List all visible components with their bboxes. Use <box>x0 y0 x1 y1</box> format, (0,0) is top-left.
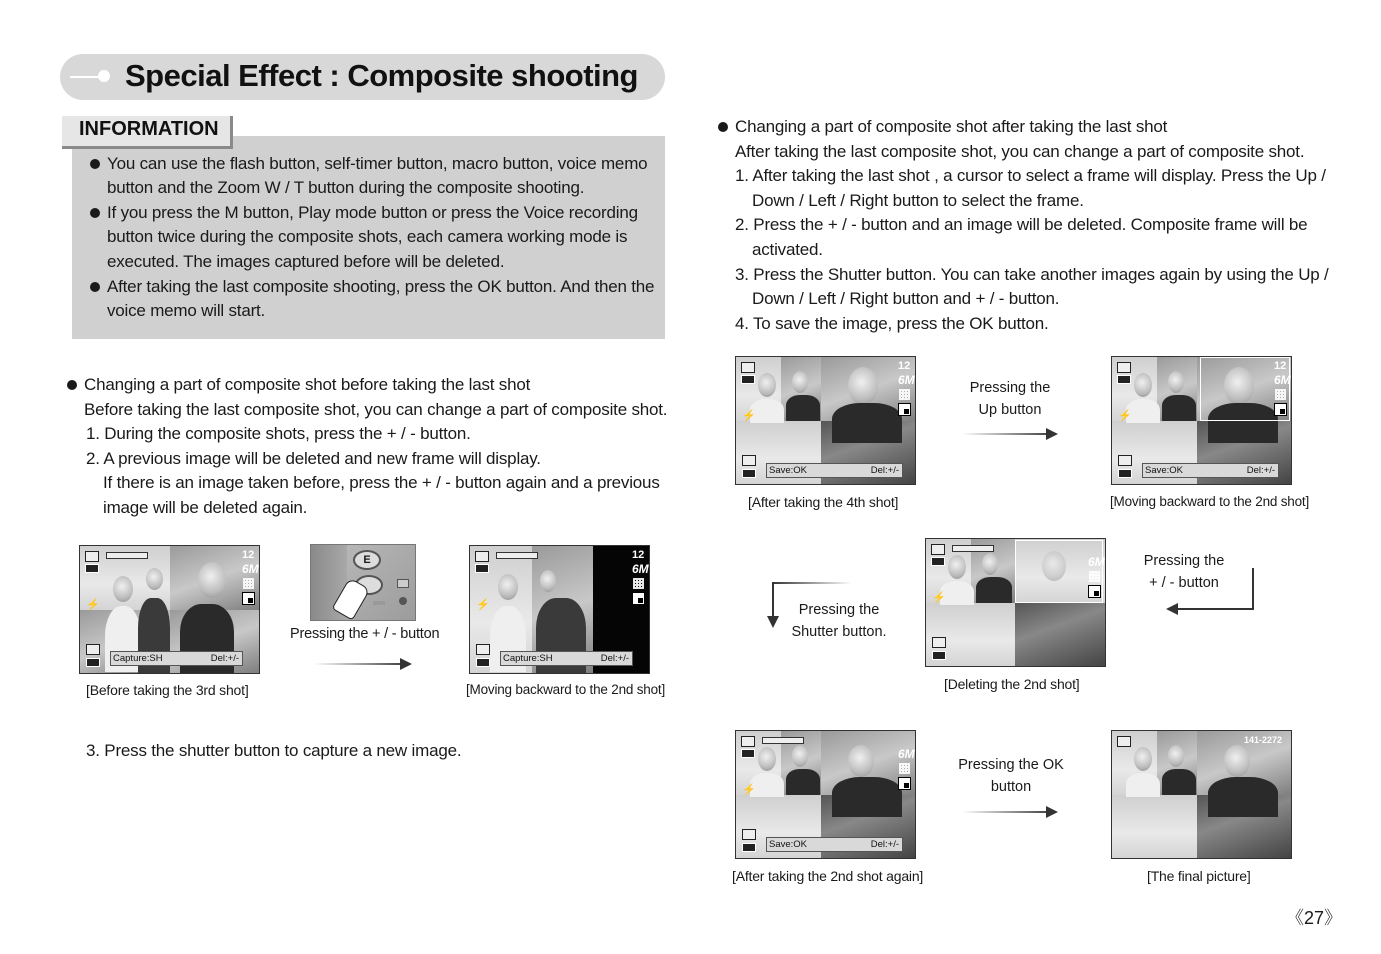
press-plus-minus-label: Pressing the + / - button <box>290 626 440 642</box>
arrow-down-icon <box>772 582 852 584</box>
caption-before-3rd: [Before taking the 3rd shot] <box>86 682 249 698</box>
lcd-before-3rd-shot: 12 6M ⚡ Capture:SH Del:+/- <box>79 545 260 674</box>
right-line: 3. Press the Shutter button. You can take another images again by using the Up / <box>735 265 1329 284</box>
right-bullet-heading: Changing a part of composite shot after taking the last shot <box>735 117 1168 136</box>
camera-button-photo: E <box>310 544 416 621</box>
info-line: executed. The images captured before will be deleted. <box>107 252 505 271</box>
bullet-icon <box>718 122 728 132</box>
caption-moving-back: [Moving backward to the 2nd shot] <box>466 682 666 697</box>
press-up-label: Pressing the Up button <box>969 380 1051 418</box>
left-bullet-heading: Changing a part of composite shot before taking the last shot <box>84 375 531 394</box>
arrow-right-icon <box>314 663 410 665</box>
bullet-icon <box>67 380 77 390</box>
title-decoration-dot <box>98 70 110 82</box>
left-line: image will be deleted again. <box>103 498 308 517</box>
arrow-right-icon <box>962 433 1056 435</box>
page-number: 《27》 <box>1286 908 1343 928</box>
press-shutter-label: Pressing the Shutter button. <box>791 602 887 640</box>
caption-final: [The final picture] <box>1147 868 1251 884</box>
file-number: 141-2272 <box>1244 735 1283 745</box>
right-line: 4. To save the image, press the OK button. <box>735 314 1049 333</box>
press-ok-label: Pressing the OK button <box>958 757 1064 795</box>
lcd-back-2nd-shot: 12 6M ⚡ Save:OK Del:+/- <box>1111 356 1292 485</box>
bullet-icon <box>90 282 100 292</box>
lcd-after-2nd-again: 6M ⚡ Save:OK Del:+/- <box>735 730 916 859</box>
info-line: voice memo will start. <box>107 301 266 320</box>
lcd-after-4th-shot: 12 6M ⚡ Save:OK Del:+/- <box>735 356 916 485</box>
press-plus-minus-label-right: Pressing the + / - button <box>1143 553 1225 591</box>
shot-count: 12 <box>242 549 255 561</box>
arrow-right-icon <box>962 811 1056 813</box>
left-line: 1. During the composite shots, press the + / - button. <box>86 424 471 443</box>
left-line: Before taking the last composite shot, you can change a part of composite shot. <box>84 400 668 419</box>
caption-back-2nd: [Moving backward to the 2nd shot] <box>1110 494 1310 509</box>
info-line: If you press the M button, Play mode button or press the Voice recording <box>107 203 638 222</box>
information-heading: INFORMATION <box>79 118 219 140</box>
right-line: Down / Left / Right button and + / - button. <box>752 289 1060 308</box>
right-line: 1. After taking the last shot , a cursor to select a frame will display. Press the Up / <box>735 166 1326 185</box>
lcd-final-picture <box>1111 730 1292 859</box>
caption-after-2nd-again: [After taking the 2nd shot again] <box>732 868 924 884</box>
info-line: You can use the flash button, self-timer button, macro button, voice memo <box>107 154 648 173</box>
left-step-3: 3. Press the shutter button to capture a new image. <box>86 741 462 760</box>
right-line: After taking the last composite shot, you can change a part of composite shot. <box>735 142 1305 161</box>
lcd-moving-back-2nd: 12 6M ⚡ Capture:SH Del:+/- <box>469 545 650 674</box>
arrow-left-icon <box>1252 568 1254 610</box>
right-line: activated. <box>752 240 823 259</box>
caption-after-4th: [After taking the 4th shot] <box>748 494 899 510</box>
caption-deleting-2nd: [Deleting the 2nd shot] <box>944 676 1080 692</box>
info-line: button and the Zoom W / T button during the composite shooting. <box>107 178 585 197</box>
left-line: 2. A previous image will be deleted and new frame will display. <box>86 449 541 468</box>
lcd-deleting-2nd-shot: 6M ⚡ <box>925 538 1106 667</box>
info-line: button twice during the composite shots, each camera working mode is <box>107 227 628 246</box>
right-line: 2. Press the + / - button and an image will be deleted. Composite frame will be <box>735 215 1308 234</box>
bullet-icon <box>90 159 100 169</box>
info-line: After taking the last composite shooting, press the OK button. And then the <box>107 277 655 296</box>
left-line: If there is an image taken before, press the + / - button again and a previous <box>103 473 660 492</box>
page-title: Special Effect : Composite shooting <box>125 58 638 93</box>
bullet-icon <box>90 208 100 218</box>
image-size: 6M <box>242 562 259 576</box>
play-icon <box>1117 736 1131 747</box>
right-line: Down / Left / Right button to select the frame. <box>752 191 1084 210</box>
